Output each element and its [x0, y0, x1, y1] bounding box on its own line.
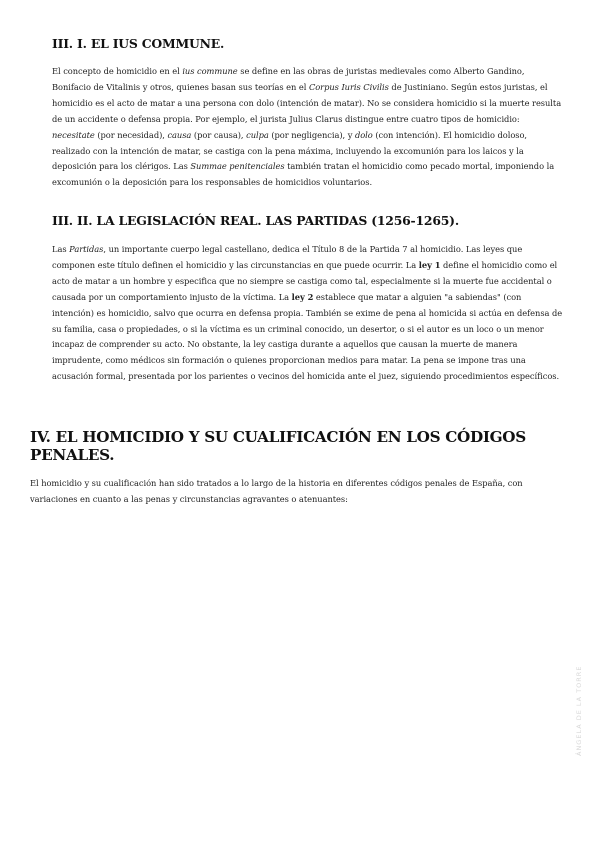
- text-run: El concepto de homicidio en el: [52, 66, 183, 76]
- italic-term: culpa: [246, 129, 269, 140]
- section-ius-commune: [52, 36, 562, 191]
- section-paragraph: [52, 64, 562, 191]
- text-run: de Justiniano. Según estos juristas, el homicidio es el acto de matar a una persona con dolo (intención de matar). No se considera homicidio si la muerte resulta de un accidente o defensa propia. Por ejemplo, el jurista Julius Clarus distingue entre cuatro tipos de homicidio:: [52, 81, 562, 124]
- text-run: (con intención). El homicidio doloso, realizado con la intención de matar, se castiga con la pena máxima, incluyendo la excomunión para los laicos y la deposición para los clérigos. Las: [52, 129, 528, 172]
- italic-term: dolo: [354, 129, 373, 140]
- italic-term: necesitate: [52, 129, 95, 140]
- author-watermark: ÁNGELA DE LA TORRE: [575, 665, 583, 756]
- section-paragraph: [52, 242, 564, 385]
- text-run: , un importante cuerpo legal castellano, dedica el Título 8 de la Partida 7 al homicidio. Las leyes que componen este título definen el homicidio y las circunstancias en que puede ocurrir. La: [52, 244, 523, 270]
- section-heading: IV. EL HOMICIDIO Y SU CUALIFICACIÓN EN LOS CÓDIGOS PENALES.: [30, 428, 526, 464]
- text-run: (por negligencia), y: [268, 129, 355, 140]
- italic-term: Summae penitenciales: [190, 161, 285, 172]
- section-heading: III. II. LA LEGISLACIÓN REAL. LAS PARTIDAS (1256-1265).: [52, 213, 459, 228]
- text-run: (por causa),: [191, 129, 247, 140]
- section-codigos-penales: [30, 428, 570, 508]
- italic-term: ius commune: [182, 66, 238, 76]
- bold-term: ley 2: [291, 291, 314, 302]
- section-partidas: [52, 213, 564, 385]
- text-run: establece que matar a alguien "a sabiendas" (con intención) es homicidio, salvo que ocurra en defensa propia. También se exime de pena al homicida si actúa en defensa de su familia, casa o propiedades, o si la víctima es un criminal conocido, un desertor, o si el autor es un loco o un menor incapaz de comprender su acto. No obstante, la ley castiga durante a aquellos que causan la muerte de manera imprudente, como médicos sin formación o quienes proporcionan medios para matar. La pena se impone tras una acusación formal, presentada por los parientes o vecinos del homicida ante el juez, siguiendo procedimientos específicos.: [52, 291, 563, 382]
- text-run: Las: [52, 244, 70, 254]
- text-run: se define en las obras de juristas medievales como Alberto Gandino, Bonifacio de Vitalinis y otros, quienes basan sus teorías en el: [52, 66, 525, 92]
- text-run: define el homicidio como el acto de matar a un hombre y especifica que no siempre se castiga como tal, especialmente si la muerte fue accidental o causada por un comportamiento injusto de la víctima. La: [52, 259, 558, 302]
- section-paragraph: El homicidio y su cualificación han sido tratados a lo largo de la historia en diferentes códigos penales de España, con variaciones en cuanto a las penas y circunstancias agravantes o atenuantes:: [30, 478, 523, 504]
- text-run: también tratan el homicidio como pecado mortal, imponiendo la excomunión o la deposición para los responsables de homicidios voluntarios.: [52, 161, 555, 188]
- text-run: (por necesidad),: [94, 129, 168, 140]
- bold-term: ley 1: [418, 259, 441, 270]
- section-heading: III. I. EL IUS COMMUNE.: [52, 36, 225, 51]
- italic-term: Partidas: [69, 244, 104, 254]
- italic-term: causa: [167, 129, 192, 140]
- italic-term: Corpus Iuris Civilis: [308, 81, 389, 92]
